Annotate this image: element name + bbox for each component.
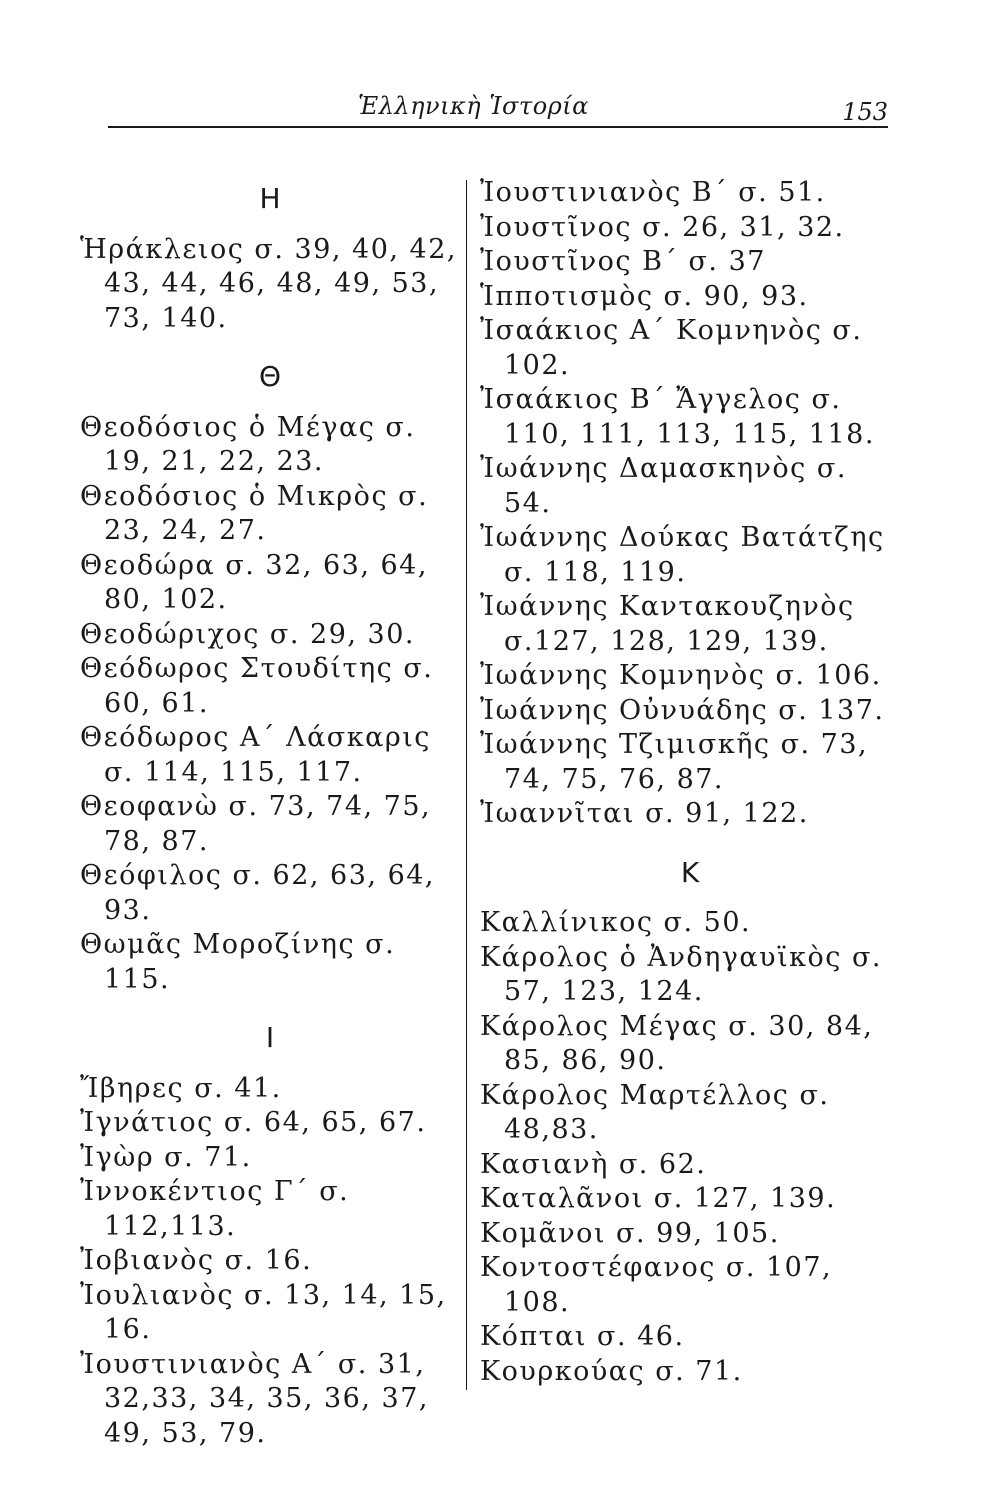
index-entry: Θεόδωρος Α΄ Λάσκαρις σ. 114, 115, 117. [80,722,431,788]
index-entry: Κάρολος Μαρτέλλος σ. 48,83. [480,1079,830,1145]
index-entry: Ἰουλιανὸς σ. 13, 14, 15, 16. [80,1279,447,1345]
index-entry: Θεοφανὼ σ. 73, 74, 75, 78, 87. [80,791,432,857]
index-entry: Ἰωάννης Κομνηνὸς σ. 106. [480,660,882,691]
index-entry: Θεόφιλος σ. 62, 63, 64, 93. [80,860,436,926]
index-entry: Καταλᾶνοι σ. 127, 139. [480,1183,837,1214]
index-entry: Ἡράκλειος σ. 39, 40, 42, 43, 44, 46, 48, 49, 53, 73, 140. [80,233,457,334]
index-entry: Κουρκούας σ. 71. [480,1355,743,1387]
index-entry: Κάρολος Μέγας σ. 30, 84, 85, 86, 90. [480,1010,874,1076]
index-entry: Θεοδώριχος σ. 29, 30. [80,618,415,650]
index-column-right [480,176,900,1389]
index-entry: Ἴβηρες σ. 41. [80,1072,282,1104]
header-rule [108,126,888,128]
index-entry: Ἰωάννης Δούκας Βατάτζης σ. 118, 119. [480,522,885,588]
index-entry: Ἰοβιανὸς σ. 16. [80,1245,313,1276]
index-entry: Κοντοστέφανος σ. 107, 108. [480,1252,833,1318]
page-number: 153 [842,98,888,126]
section-letter: Θ [258,360,282,393]
index-entry: Θωμᾶς Μοροζίνης σ. 115. [80,929,396,995]
index-entry: Κόπται σ. 46. [480,1321,685,1352]
index-entry: Ἰγνάτιος σ. 64, 65, 67. [80,1107,427,1138]
index-entry: Ἰουστινιανὸς Β΄ σ. 51. [480,177,826,208]
index-entry: Ἰσαάκιος Α΄ Κομνηνὸς σ. 102. [480,315,863,381]
section-letter: Ι [265,1021,275,1054]
index-entry: Ἰουστινιανὸς Α΄ σ. 31, 32,33, 34, 35, 36, 37, 49, 53, 79. [80,1348,429,1449]
index-entry: Ἰωάννης Δαμασκηνὸς σ. 54. [480,453,847,519]
index-entry: Κομᾶνοι σ. 99, 105. [480,1217,780,1249]
running-title: Ἑλληνικὴ Ἱστορία [358,92,589,120]
column-divider [466,180,467,1390]
index-entry: Ἰγὼρ σ. 71. [80,1141,252,1173]
index-entry: Κάρολος ὁ Ἀνδηγαυϊκὸς σ. 57, 123, 124. [480,941,883,1007]
index-entry: Ἰννοκέντιος Γ΄ σ. 112,113. [80,1176,350,1242]
index-entry: Θεόδωρος Στουδίτης σ. 60, 61. [80,653,434,719]
index-entry: Ἰωάννης Τζιμισκῆς σ. 73, 74, 75, 76, 87. [480,729,869,795]
index-entry: Θεοδώρα σ. 32, 63, 64, 80, 102. [80,549,428,615]
index-entry: Θεοδόσιος ὁ Μέγας σ. 19, 21, 22, 23. [80,411,416,477]
index-entry: Ἱπποτισμὸς σ. 90, 93. [480,280,809,312]
index-entry: Ἰωάννης Καντακουζηνὸς σ.127, 128, 129, 139. [480,591,855,657]
index-entry: Κασιανὴ σ. 62. [480,1148,707,1180]
index-entry: Ἰουστῖνος Β΄ σ. 37 [480,246,766,277]
index-entry: Ἰωαννῖται σ. 91, 122. [480,798,809,829]
section-letter: Η [259,182,281,215]
index-entry: Θεοδόσιος ὁ Μικρὸς σ. 23, 24, 27. [80,480,429,546]
index-column-left [80,176,460,1451]
index-entry: Καλλίνικος σ. 50. [480,907,752,938]
running-header [108,92,888,152]
index-entry: Ἰουστῖνος σ. 26, 31, 32. [480,211,845,243]
index-entry: Ἰωάννης Οὐνυάδης σ. 137. [480,694,885,726]
section-letter: Κ [680,855,700,889]
index-entry: Ἰσαάκιος Β΄ Ἄγγελος σ. 110, 111, 113, 115, 118. [480,384,875,450]
